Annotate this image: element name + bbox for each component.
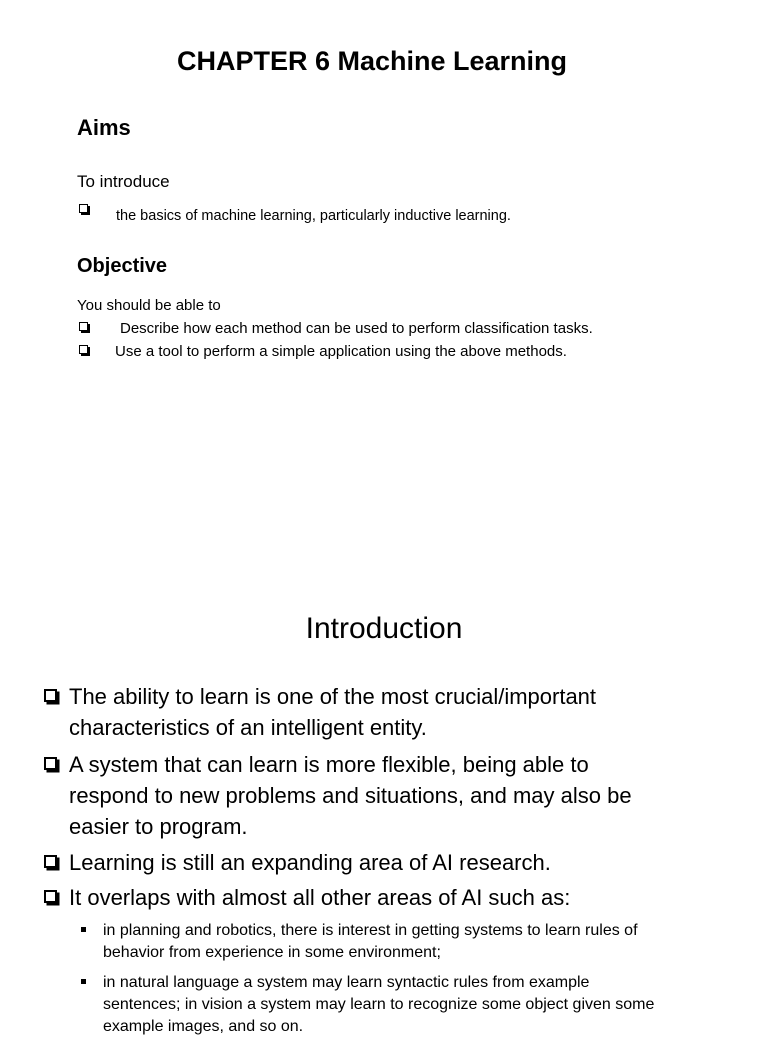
checkbox-bullet-icon bbox=[44, 689, 57, 702]
square-bullet-icon bbox=[81, 927, 86, 932]
checkbox-bullet-icon bbox=[79, 345, 88, 354]
intro-bullet-line: A system that can learn is more flexible, being able to bbox=[69, 752, 589, 777]
sub-bullet-line: behavior from experience in some environment; bbox=[103, 944, 441, 961]
intro-bullet-line: respond to new problems and situations, and may also be bbox=[69, 783, 632, 808]
should-be-able-text: You should be able to bbox=[77, 297, 221, 314]
sub-bullet-line: example images, and so on. bbox=[103, 1018, 304, 1035]
intro-bullet-line: easier to program. bbox=[69, 814, 248, 839]
intro-bullet bbox=[69, 749, 632, 842]
intro-bullet-line: It overlaps with almost all other areas of AI such as: bbox=[69, 885, 571, 910]
intro-bullet bbox=[69, 681, 596, 743]
checkbox-bullet-icon bbox=[79, 204, 88, 213]
intro-bullet bbox=[69, 847, 551, 878]
aims-heading: Aims bbox=[77, 115, 131, 140]
sub-bullet-line: in natural language a system may learn syntactic rules from example bbox=[103, 974, 590, 991]
sub-bullet-line: in planning and robotics, there is interest in getting systems to learn rules of bbox=[103, 922, 638, 939]
intro-bullet-line: characteristics of an intelligent entity. bbox=[69, 715, 427, 740]
checkbox-bullet-icon bbox=[44, 757, 57, 770]
sub-bullet-line: sentences; in vision a system may learn to recognize some object given some bbox=[103, 996, 655, 1013]
checkbox-bullet-icon bbox=[44, 855, 57, 868]
checkbox-bullet-icon bbox=[79, 322, 88, 331]
checkbox-bullet-icon bbox=[44, 890, 57, 903]
chapter-title: CHAPTER 6 Machine Learning bbox=[176, 46, 568, 76]
introduction-title: Introduction bbox=[305, 612, 463, 645]
objective-bullet: Use a tool to perform a simple application using the above methods. bbox=[115, 343, 567, 360]
intro-bullet-line: The ability to learn is one of the most crucial/important bbox=[69, 684, 597, 709]
sub-bullet bbox=[103, 972, 654, 1038]
to-introduce-text: To introduce bbox=[77, 172, 170, 191]
sub-bullet bbox=[103, 920, 638, 964]
intro-bullet bbox=[69, 882, 570, 913]
objective-bullet: Describe how each method can be used to perform classification tasks. bbox=[120, 320, 593, 337]
intro-bullet-line: Learning is still an expanding area of AI research. bbox=[69, 850, 551, 875]
objective-heading: Objective bbox=[77, 255, 168, 277]
square-bullet-icon bbox=[81, 979, 86, 984]
aims-bullet: the basics of machine learning, particularly inductive learning. bbox=[116, 208, 511, 224]
